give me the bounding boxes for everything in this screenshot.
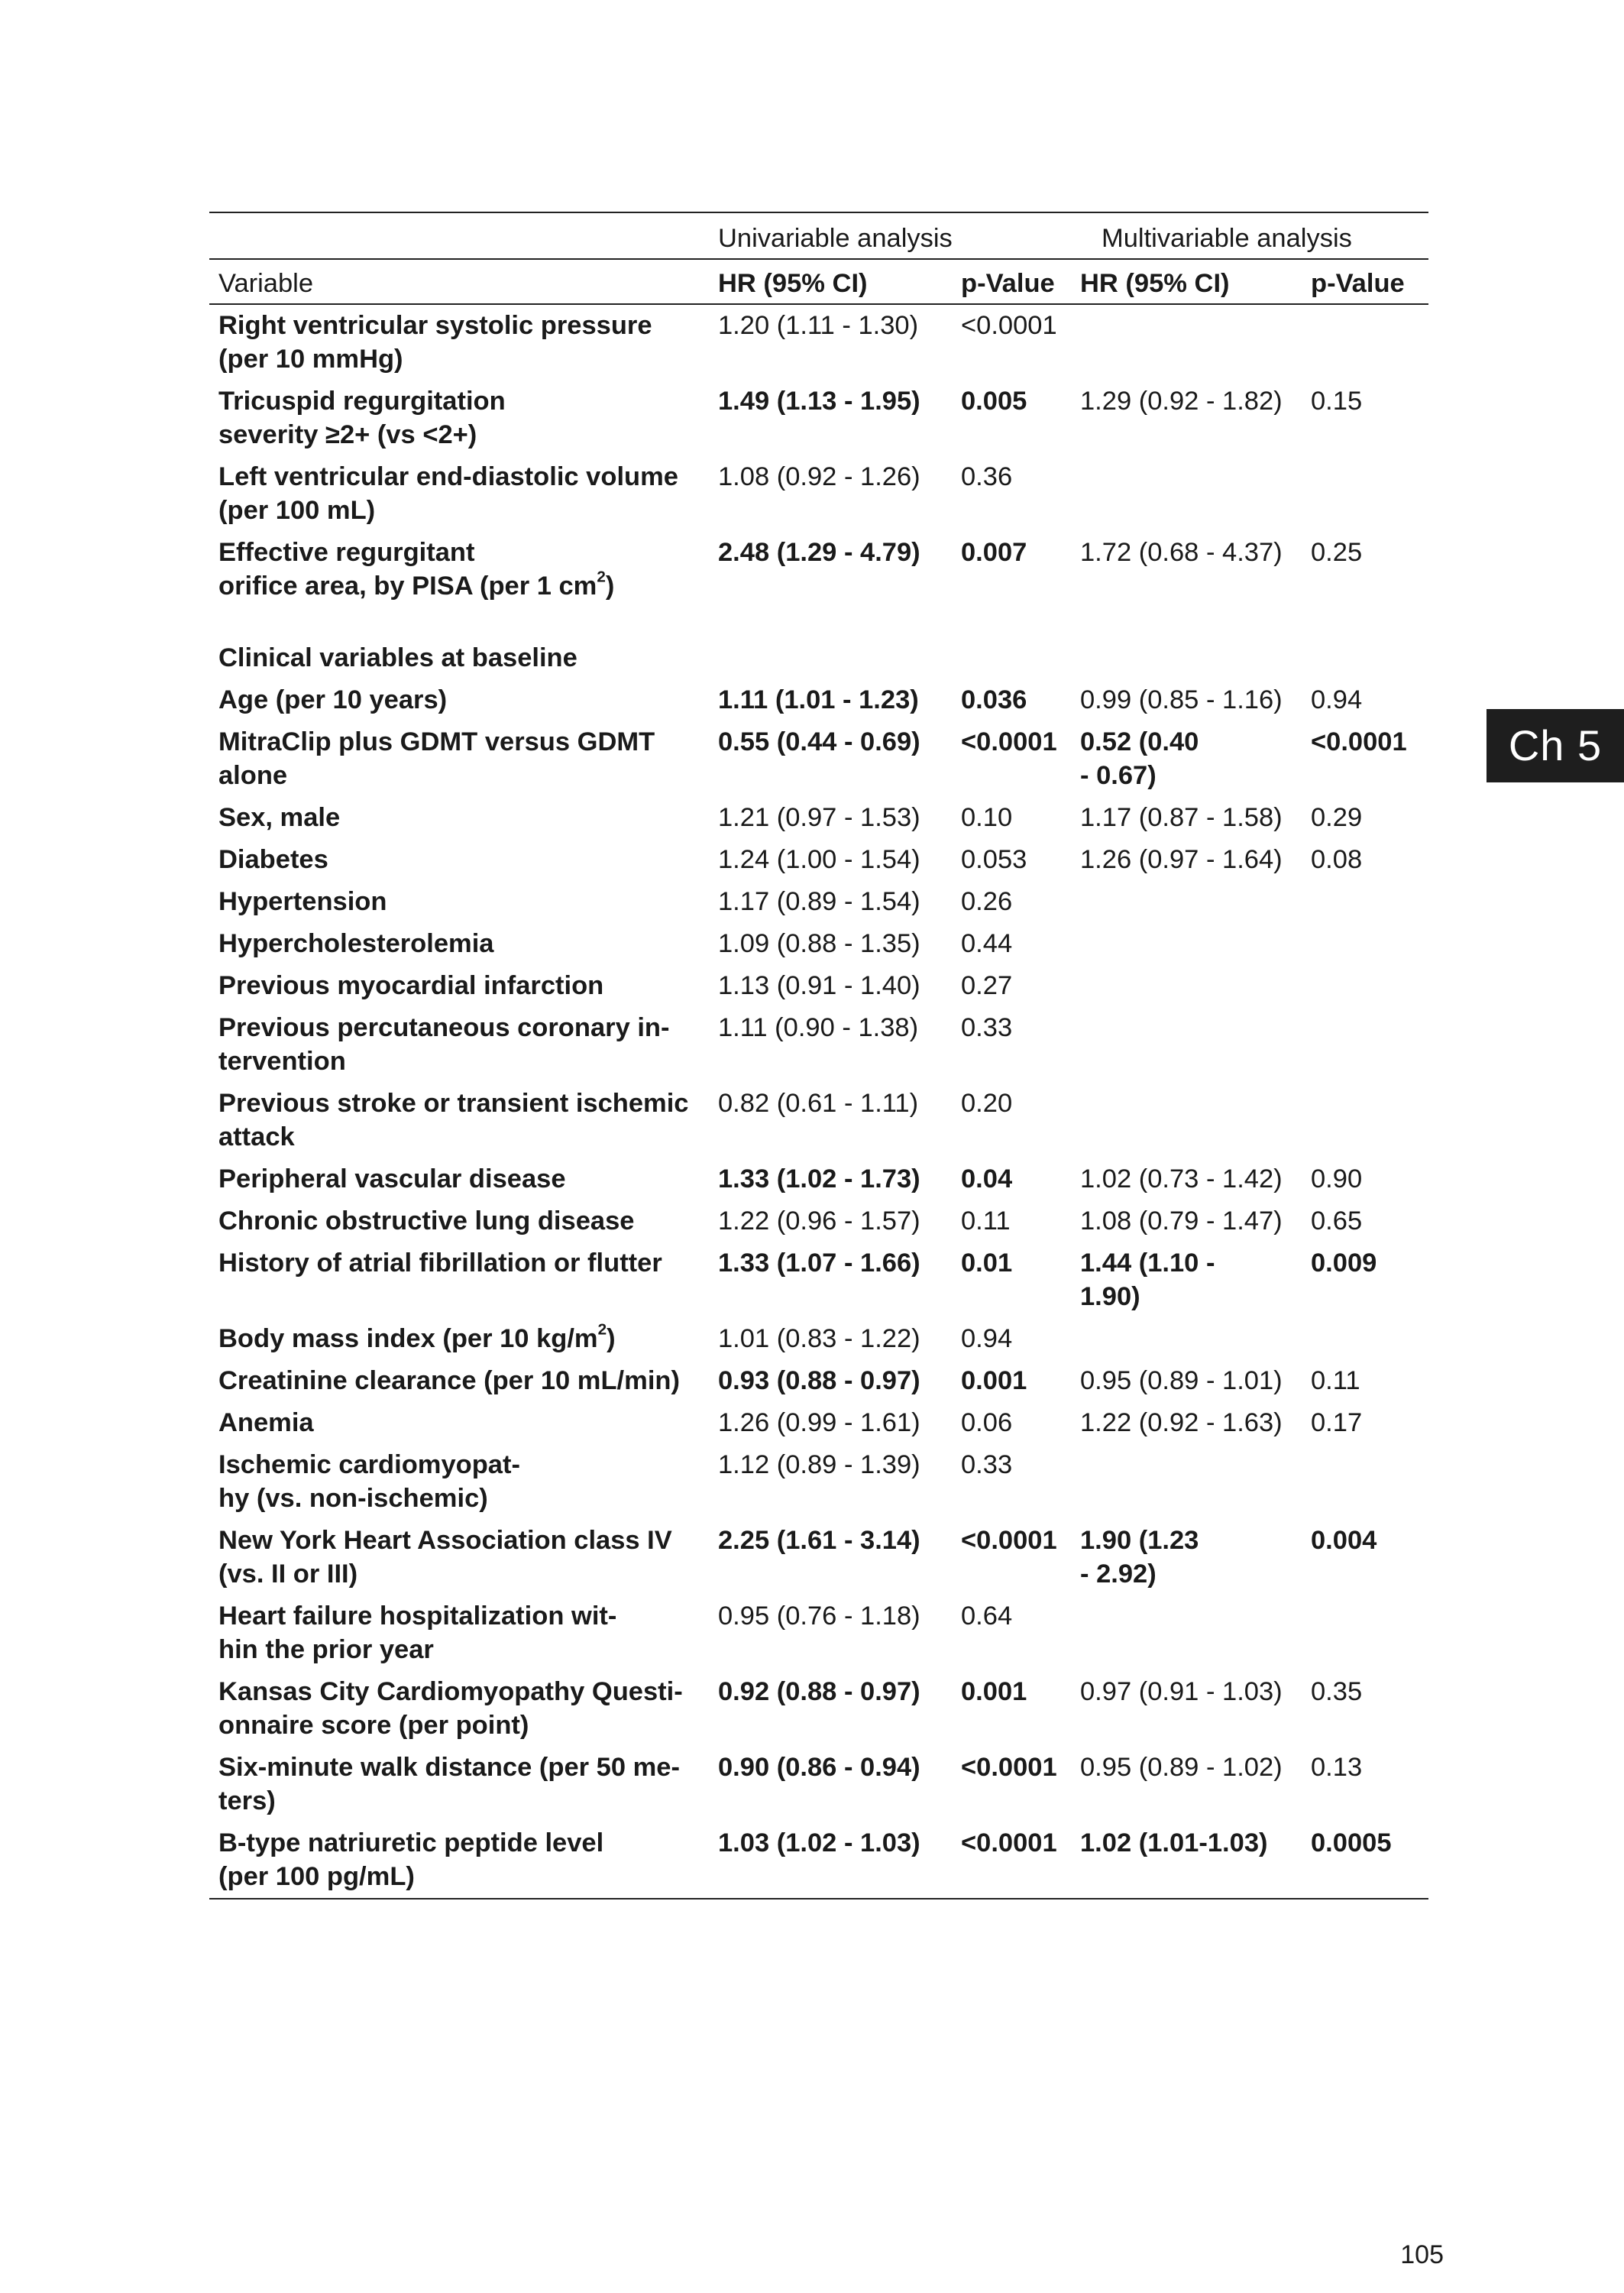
multivariable-hr-cell — [1071, 965, 1302, 1007]
multivariable-p-cell: 0.94 — [1311, 685, 1363, 714]
table-row — [209, 881, 1428, 923]
multivariable-hr-cell: 0.97 (0.91 - 1.03) — [1080, 1677, 1283, 1706]
multivariable-hr-cell: 1.90 (1.23 - 2.92) — [1080, 1526, 1199, 1589]
variable-cell: Previous myocardial infarction — [218, 971, 604, 1000]
multivariable-p-cell: 0.25 — [1311, 538, 1363, 567]
univariable-hr-cell: 1.11 (1.01 - 1.23) — [718, 685, 919, 714]
multivariable-p-cell: 0.29 — [1311, 803, 1363, 832]
univariable-p-cell — [952, 607, 1071, 679]
univariable-hr-cell: 1.03 (1.02 - 1.03) — [709, 1822, 952, 1899]
multivariable-p-cell — [1302, 1083, 1428, 1158]
multivariable-hr-cell: 0.52 (0.40 - 0.67) — [1080, 727, 1199, 790]
multivariable-p-cell: 0.35 — [1311, 1677, 1363, 1706]
univariable-hr-cell: 1.33 (1.02 - 1.73) — [718, 1164, 920, 1193]
chapter-tab: Ch 5 — [1487, 709, 1624, 782]
univariable-hr-cell: 0.90 (0.86 - 0.94) — [718, 1753, 920, 1782]
multivariable-p-cell: 0.009 — [1311, 1249, 1377, 1278]
variable-cell: MitraClip plus GDMT versus GDMT alone — [218, 727, 655, 790]
variable-cell: Clinical variables at baseline — [218, 643, 577, 672]
table-row — [209, 1671, 1428, 1747]
table-row — [209, 532, 1428, 607]
multivariable-hr-cell: 1.44 (1.10 - 1.90) — [1080, 1249, 1215, 1311]
table-row — [209, 456, 1428, 532]
univariable-p-cell: <0.0001 — [961, 727, 1057, 756]
multivariable-hr-cell: 1.22 (0.92 - 1.63) — [1080, 1408, 1283, 1437]
univariable-p-cell: <0.0001 — [952, 1822, 1071, 1899]
variable-cell: Diabetes — [218, 845, 328, 874]
multivariable-hr-cell: 0.95 (0.89 - 1.01) — [1080, 1366, 1283, 1395]
column-header-uni-p: p-Value — [952, 259, 1071, 304]
multivariable-hr-cell — [1071, 304, 1302, 381]
univariable-p-cell: 0.001 — [961, 1677, 1027, 1706]
section-header-row — [209, 607, 1428, 679]
variable-cell: Age (per 10 years) — [218, 685, 448, 714]
univariable-p-cell: 0.01 — [961, 1249, 1013, 1278]
univariable-hr-cell: 1.13 (0.91 - 1.40) — [718, 971, 920, 1000]
univariable-p-cell: <0.0001 — [961, 311, 1057, 340]
variable-cell: History of atrial fibrillation or flutter — [218, 1249, 662, 1278]
univariable-p-cell: 0.33 — [961, 1013, 1013, 1042]
multivariable-p-cell — [1302, 1318, 1428, 1360]
table-row — [209, 1595, 1428, 1671]
multivariable-p-cell: 0.90 — [1311, 1164, 1363, 1193]
table-row — [209, 965, 1428, 1007]
multivariable-hr-cell — [1071, 881, 1302, 923]
univariable-hr-cell: 1.09 (0.88 - 1.35) — [718, 929, 920, 958]
univariable-hr-cell: 1.22 (0.96 - 1.57) — [718, 1206, 920, 1236]
page-number: 105 — [1400, 2240, 1444, 2269]
variable-cell: Hypercholesterolemia — [218, 929, 494, 958]
table-row — [209, 1200, 1428, 1242]
multivariable-hr-cell: 1.02 (0.73 - 1.42) — [1080, 1164, 1283, 1193]
table-row — [209, 381, 1428, 456]
group-header-univariable: Univariable analysis — [709, 212, 1071, 259]
univariable-hr-cell: 1.12 (0.89 - 1.39) — [718, 1450, 920, 1479]
table-row — [209, 721, 1428, 797]
multivariable-p-cell: 0.65 — [1311, 1206, 1363, 1236]
table-row — [209, 1402, 1428, 1444]
variable-cell: Body mass index (per 10 $kg/m^2$) — [218, 1320, 616, 1353]
multivariable-p-cell: 0.17 — [1311, 1408, 1363, 1437]
univariable-p-cell: 0.11 — [961, 1206, 1011, 1236]
multivariable-hr-cell: 1.08 (0.79 - 1.47) — [1080, 1206, 1283, 1236]
univariable-hr-cell: 1.21 (0.97 - 1.53) — [718, 803, 920, 832]
table-row — [209, 839, 1428, 881]
variable-cell: Chronic obstructive lung disease — [218, 1206, 635, 1236]
multivariable-p-cell — [1302, 965, 1428, 1007]
variable-cell: Tricuspid regurgitation severity ≥2+ (vs <2+) — [218, 387, 506, 449]
variable-cell: Sex, male — [218, 803, 341, 832]
variable-cell: Creatinine clearance (per 10 mL/min) — [218, 1366, 680, 1395]
table-row — [209, 923, 1428, 965]
table-row — [209, 1520, 1428, 1595]
multivariable-hr-cell — [1071, 607, 1302, 679]
variable-cell: Left ventricular end-diastolic volume (per 100 mL) — [218, 462, 678, 525]
univariable-hr-cell: 1.01 (0.83 - 1.22) — [718, 1324, 920, 1353]
univariable-p-cell: 0.20 — [961, 1089, 1013, 1118]
univariable-hr-cell: 1.20 (1.11 - 1.30) — [718, 311, 919, 340]
multivariable-p-cell — [1302, 923, 1428, 965]
multivariable-hr-cell: 1.26 (0.97 - 1.64) — [1080, 845, 1283, 874]
column-header-variable: Variable — [209, 259, 709, 304]
group-header-blank — [209, 212, 709, 259]
results-table — [209, 212, 1428, 1899]
multivariable-p-cell: 0.004 — [1311, 1526, 1377, 1555]
univariable-hr-cell: 0.92 (0.88 - 0.97) — [718, 1677, 920, 1706]
superscript-two: 2 — [597, 1320, 607, 1339]
multivariable-p-cell — [1302, 1595, 1428, 1671]
table-row — [209, 1318, 1428, 1360]
univariable-hr-cell: 1.11 (0.90 - 1.38) — [718, 1013, 919, 1042]
univariable-hr-cell: 0.55 (0.44 - 0.69) — [718, 727, 920, 756]
superscript-two: 2 — [597, 568, 606, 586]
multivariable-p-cell: 0.11 — [1311, 1366, 1360, 1395]
table-row — [209, 1242, 1428, 1318]
multivariable-hr-cell — [1071, 1595, 1302, 1671]
variable-cell: Hypertension — [218, 887, 387, 916]
group-header-multivariable: Multivariable analysis — [1071, 212, 1428, 259]
table-row — [209, 1083, 1428, 1158]
univariable-p-cell: 0.26 — [961, 887, 1013, 916]
multivariable-p-cell — [1302, 1444, 1428, 1520]
multivariable-hr-cell — [1071, 923, 1302, 965]
multivariable-hr-cell: 1.29 (0.92 - 1.82) — [1080, 387, 1283, 416]
multivariable-p-cell — [1302, 304, 1428, 381]
univariable-hr-cell: 0.82 (0.61 - 1.11) — [718, 1089, 919, 1118]
univariable-p-cell: 0.06 — [961, 1408, 1013, 1437]
univariable-p-cell: 0.64 — [961, 1602, 1013, 1631]
univariable-hr-cell: 0.93 (0.88 - 0.97) — [718, 1366, 920, 1395]
variable-cell: Effective regurgitant orifice area, by PISA (per 1 $cm^2$) — [218, 538, 615, 601]
multivariable-p-cell: 0.15 — [1311, 387, 1363, 416]
table-row — [209, 1747, 1428, 1822]
table-row — [209, 679, 1428, 721]
table-row — [209, 1822, 1428, 1899]
variable-cell: Peripheral vascular disease — [218, 1164, 566, 1193]
univariable-p-cell: <0.0001 — [961, 1526, 1057, 1555]
univariable-hr-cell: 0.95 (0.76 - 1.18) — [718, 1602, 920, 1631]
multivariable-hr-cell — [1071, 1444, 1302, 1520]
multivariable-p-cell: <0.0001 — [1311, 727, 1407, 756]
variable-cell: New York Heart Association class IV (vs. II or III) — [218, 1526, 672, 1589]
univariable-p-cell: 0.053 — [961, 845, 1027, 874]
multivariable-p-cell — [1302, 881, 1428, 923]
univariable-p-cell: <0.0001 — [961, 1753, 1057, 1782]
table-body — [209, 304, 1428, 1899]
table-row — [209, 1007, 1428, 1083]
multivariable-hr-cell — [1071, 456, 1302, 532]
univariable-hr-cell: 1.33 (1.07 - 1.66) — [718, 1249, 920, 1278]
univariable-hr-cell: 1.17 (0.89 - 1.54) — [718, 887, 920, 916]
univariable-hr-cell: 1.08 (0.92 - 1.26) — [718, 462, 920, 491]
variable-cell: Ischemic cardiomyopat- hy (vs. non-ischemic) — [218, 1450, 520, 1513]
group-header-row — [209, 212, 1428, 259]
multivariable-hr-cell: 1.17 (0.87 - 1.58) — [1080, 803, 1283, 832]
multivariable-p-cell — [1302, 607, 1428, 679]
univariable-p-cell: 0.04 — [961, 1164, 1013, 1193]
variable-cell: Anemia — [218, 1408, 314, 1437]
variable-cell: Kansas City Cardiomyopathy Questi- onnaire score (per point) — [218, 1677, 683, 1740]
multivariable-p-cell: 0.13 — [1311, 1753, 1363, 1782]
univariable-p-cell: 0.036 — [961, 685, 1027, 714]
multivariable-hr-cell: 0.95 (0.89 - 1.02) — [1080, 1753, 1283, 1782]
table-row — [209, 1444, 1428, 1520]
univariable-p-cell: 0.007 — [961, 538, 1027, 567]
multivariable-p-cell — [1302, 1007, 1428, 1083]
univariable-p-cell: 0.001 — [961, 1366, 1027, 1395]
univariable-p-cell: 0.33 — [961, 1450, 1013, 1479]
multivariable-hr-cell: 1.02 (1.01-1.03) — [1071, 1822, 1302, 1899]
univariable-p-cell: 0.94 — [961, 1324, 1013, 1353]
column-header-uni-hr: HR (95% CI) — [709, 259, 952, 304]
univariable-hr-cell — [709, 607, 952, 679]
column-header-multi-hr: HR (95% CI) — [1071, 259, 1302, 304]
table-row — [209, 1158, 1428, 1200]
column-header-row — [209, 259, 1428, 304]
multivariable-hr-cell — [1071, 1007, 1302, 1083]
multivariable-hr-cell: 1.72 (0.68 - 4.37) — [1080, 538, 1283, 567]
univariable-hr-cell: 1.26 (0.99 - 1.61) — [718, 1408, 920, 1437]
univariable-p-cell: 0.10 — [961, 803, 1013, 832]
variable-cell: Six-minute walk distance (per 50 me- ters) — [218, 1753, 680, 1815]
table-row — [209, 797, 1428, 839]
variable-cell: Heart failure hospitalization wit- hin the prior year — [218, 1602, 617, 1664]
multivariable-hr-cell — [1071, 1318, 1302, 1360]
multivariable-p-cell: 0.08 — [1311, 845, 1363, 874]
variable-cell: Right ventricular systolic pressure (per 10 mmHg) — [218, 311, 652, 374]
column-header-multi-p: p-Value — [1302, 259, 1428, 304]
variable-cell: Previous stroke or transient ischemic attack — [218, 1089, 689, 1151]
univariable-hr-cell: 1.24 (1.00 - 1.54) — [718, 845, 920, 874]
multivariable-p-cell — [1302, 456, 1428, 532]
multivariable-hr-cell: 0.99 (0.85 - 1.16) — [1080, 685, 1283, 714]
variable-cell: Previous percutaneous coronary in- tervention — [218, 1013, 670, 1076]
univariable-hr-cell: 2.25 (1.61 - 3.14) — [718, 1526, 920, 1555]
univariable-hr-cell: 1.49 (1.13 - 1.95) — [718, 387, 920, 416]
univariable-p-cell: 0.44 — [961, 929, 1013, 958]
table-row — [209, 1360, 1428, 1402]
table-row — [209, 304, 1428, 381]
univariable-p-cell: 0.27 — [961, 971, 1013, 1000]
univariable-hr-cell: 2.48 (1.29 - 4.79) — [718, 538, 920, 567]
multivariable-hr-cell — [1071, 1083, 1302, 1158]
variable-cell: B-type natriuretic peptide level (per 100 pg/mL) — [209, 1822, 709, 1899]
univariable-p-cell: 0.005 — [961, 387, 1027, 416]
multivariable-p-cell: 0.0005 — [1302, 1822, 1428, 1899]
univariable-p-cell: 0.36 — [961, 462, 1013, 491]
